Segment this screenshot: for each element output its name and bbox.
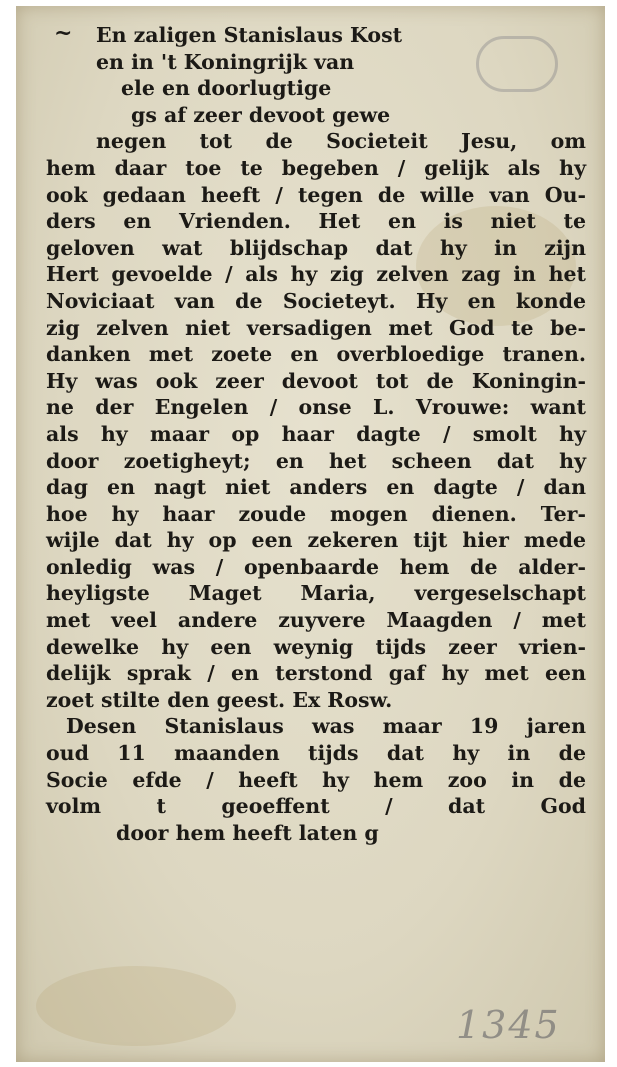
text-line: gs af zeer devoot gewe (131, 102, 391, 127)
text-line: delijk sprak / en terstond gaf hy met een (46, 661, 586, 686)
text-line: Desen Stanislaus was maar 19 jaren (66, 714, 586, 739)
paper-stain (36, 966, 236, 1046)
article-text (46, 22, 586, 846)
text-line: door zoetigheyt; en het scheen dat hy (46, 448, 586, 473)
text-line: door hem heeft laten g (116, 820, 379, 845)
newspaper-clipping (16, 6, 605, 1062)
text-line: als hy maar op haar dagte / smolt hy (46, 421, 586, 446)
text-line: dewelke hy een weynig tijds zeer vrien- (46, 634, 586, 659)
text-line: wijle dat hy op een zekeren tijt hier mede (46, 528, 586, 553)
text-line: en in 't Koningrijk van (96, 49, 355, 74)
text-line: ders en Vrienden. Het en is niet te (46, 209, 586, 234)
text-line: danken met zoete en overbloedige tranen. (46, 342, 586, 367)
text-line: hem daar toe te begeben / gelijk als hy (46, 155, 586, 180)
ornament-glyph: ~ (54, 20, 73, 46)
text-line: hoe hy haar zoude mogen dienen. Ter- (46, 501, 586, 526)
pencil-catalog-number: 1345 (456, 1003, 561, 1047)
text-line: ne der Engelen / onse L. Vrouwe: want (46, 395, 586, 420)
text-line: heyligste Maget Maria, vergeselschapt (46, 581, 586, 606)
text-line: ook gedaan heeft / tegen de wille van Ou- (46, 182, 586, 207)
text-line: oud 11 maanden tijds dat hy in de (46, 741, 586, 766)
text-line: Socie efde / heeft hy hem zoo in de (46, 767, 586, 792)
text-line: dag en nagt niet anders en dagte / dan (46, 475, 586, 500)
text-line: ele en doorlugtige (121, 76, 332, 101)
text-line: En zaligen Stanislaus Kost (96, 23, 403, 47)
text-line: met veel andere zuyvere Maagden / met (46, 608, 586, 633)
text-line: Noviciaat van de Societeyt. Hy en konde (46, 288, 586, 313)
text-line: zoet stilte den geest. Ex Rosw. (46, 687, 393, 712)
text-line: negen tot de Societeit Jesu, om (96, 129, 586, 154)
text-line: geloven wat blijdschap dat hy in zijn (46, 235, 586, 260)
text-line: Hert gevoelde / als hy zig zelven zag in het (46, 262, 586, 287)
text-line: volm t geoeffent / dat God (46, 794, 586, 819)
text-line: Hy was ook zeer devoot tot de Koningin- (46, 368, 586, 393)
text-line: onledig was / openbaarde hem de alder- (46, 554, 586, 579)
text-line: zig zelven niet versadigen met God te be- (46, 315, 586, 340)
